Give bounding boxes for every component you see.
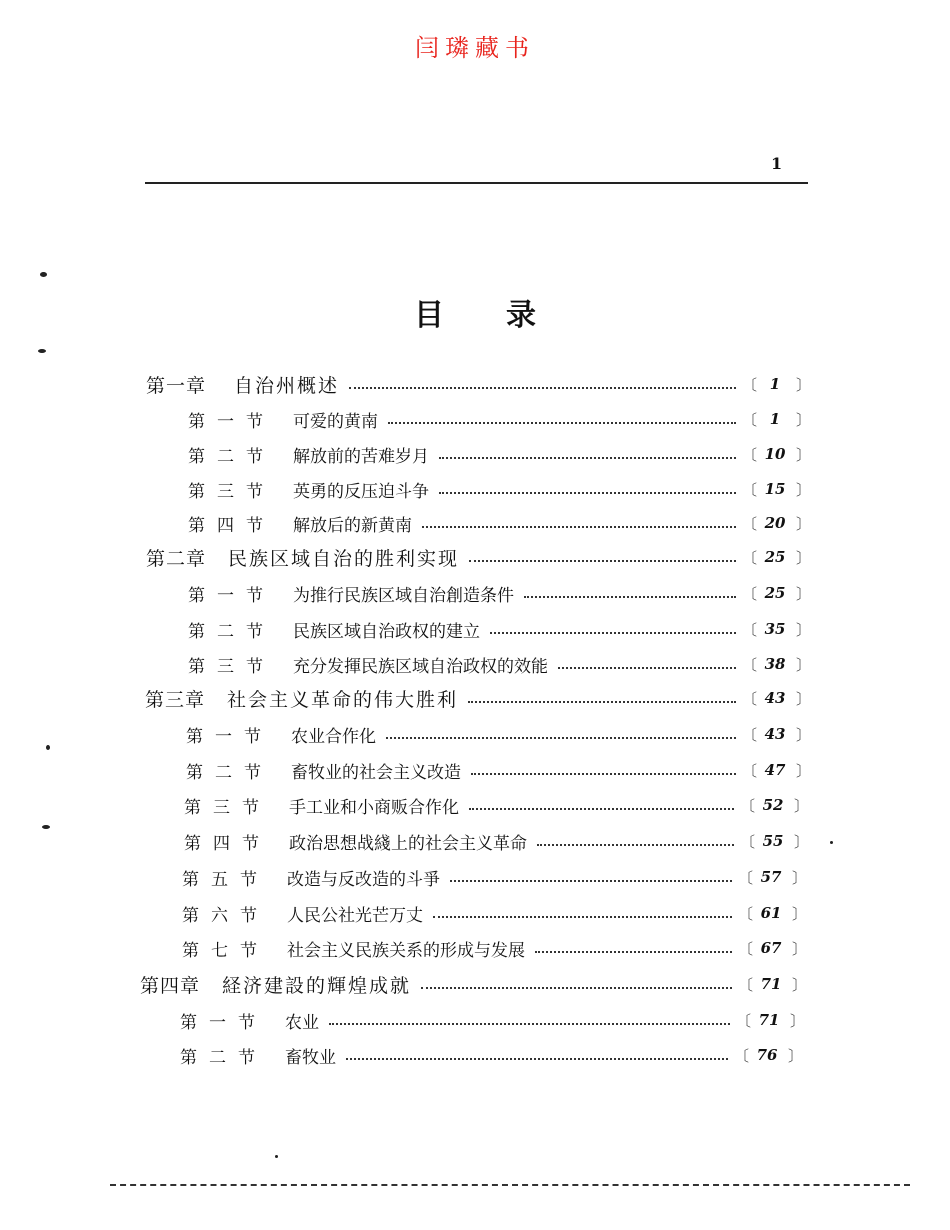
toc-entry[interactable]: 第四章 経济建設的輝煌成就 〔 71 〕 bbox=[140, 969, 804, 999]
entry-label: 第一节 bbox=[188, 411, 275, 432]
toc-entry[interactable]: 第二章 民族区域自治的胜利实现 〔 25 〕 bbox=[146, 542, 808, 572]
entry-title: 経济建設的輝煌成就 bbox=[222, 974, 412, 997]
toc-entry[interactable]: 第二节 畜牧业的社会主义改造 〔 47 〕 bbox=[186, 755, 808, 785]
scan-speck bbox=[275, 1155, 278, 1158]
toc-entry[interactable]: 第一节 可爱的黄南 〔 1 〕 bbox=[188, 404, 808, 434]
dot-leader bbox=[468, 701, 736, 703]
header-rule bbox=[145, 182, 808, 184]
entry-page: 15 bbox=[764, 480, 786, 498]
entry-label: 第五节 bbox=[182, 869, 269, 890]
entry-title: 社会主义民族关系的形成与发展 bbox=[287, 940, 525, 961]
scan-speck bbox=[46, 745, 50, 750]
entry-label: 第二章 bbox=[146, 547, 207, 570]
entry-title: 解放前的苦难岁月 bbox=[293, 446, 429, 467]
dot-leader bbox=[524, 596, 736, 598]
toc-entry[interactable]: 第四节 解放后的新黄南 〔 20 〕 bbox=[188, 508, 808, 538]
page-number: 1 bbox=[771, 154, 783, 173]
toc-title: 目录 bbox=[414, 298, 598, 333]
dot-leader bbox=[535, 951, 732, 953]
entry-title: 社会主义革命的伟大胜利 bbox=[227, 688, 459, 711]
footer-rule bbox=[110, 1184, 910, 1186]
entry-title: 手工业和小商贩合作化 bbox=[289, 797, 459, 818]
toc-entry[interactable]: 第一节 农业合作化 〔 43 〕 bbox=[186, 719, 808, 749]
entry-label: 第三节 bbox=[188, 656, 275, 677]
entry-page: 67 bbox=[760, 939, 782, 957]
entry-page: 25 bbox=[764, 584, 786, 602]
entry-title: 民族区域自治的胜利实现 bbox=[228, 547, 460, 570]
entry-label: 第三节 bbox=[184, 797, 271, 818]
dot-leader bbox=[329, 1023, 730, 1025]
toc-entry[interactable]: 第四节 政治思想战綫上的社会主义革命 〔 55 〕 bbox=[184, 826, 806, 856]
toc-entry[interactable]: 第二节 民族区域自治政权的建立 〔 35 〕 bbox=[188, 614, 808, 644]
entry-page: 55 bbox=[762, 832, 784, 850]
entry-title: 英勇的反压迫斗争 bbox=[293, 481, 429, 502]
entry-page: 57 bbox=[760, 868, 782, 886]
dot-leader bbox=[433, 916, 732, 918]
entry-label: 第六节 bbox=[182, 905, 269, 926]
entry-label: 第二节 bbox=[186, 762, 273, 783]
scan-speck bbox=[38, 349, 46, 353]
entry-page: 10 bbox=[764, 445, 786, 463]
entry-label: 第四节 bbox=[188, 515, 275, 536]
entry-page: 1 bbox=[769, 375, 781, 393]
entry-label: 第三节 bbox=[188, 481, 275, 502]
dot-leader bbox=[558, 667, 736, 669]
dot-leader bbox=[537, 844, 734, 846]
entry-page: 61 bbox=[760, 904, 782, 922]
entry-page: 71 bbox=[758, 1011, 780, 1029]
entry-title: 政治思想战綫上的社会主义革命 bbox=[289, 833, 527, 854]
scan-speck bbox=[42, 825, 50, 829]
entry-title: 畜牧业 bbox=[285, 1047, 336, 1068]
toc-entry[interactable]: 第三节 英勇的反压迫斗争 〔 15 〕 bbox=[188, 474, 808, 504]
entry-label: 第二节 bbox=[180, 1047, 267, 1068]
toc-entry[interactable]: 第三章 社会主义革命的伟大胜利 〔 43 〕 bbox=[145, 683, 808, 713]
entry-page: 25 bbox=[764, 548, 786, 566]
entry-page: 1 bbox=[769, 410, 781, 428]
dot-leader bbox=[349, 387, 736, 389]
collector-stamp: 闫璘藏书 bbox=[415, 34, 535, 62]
scan-speck bbox=[830, 841, 833, 844]
entry-title: 农业合作化 bbox=[291, 726, 376, 747]
entry-label: 第一节 bbox=[180, 1012, 267, 1033]
entry-page: 43 bbox=[764, 689, 786, 707]
entry-label: 第一节 bbox=[186, 726, 273, 747]
dot-leader bbox=[421, 987, 732, 989]
dot-leader bbox=[490, 632, 736, 634]
toc-entry[interactable]: 第一章 自治州概述 〔 1 〕 bbox=[146, 369, 808, 399]
dot-leader bbox=[471, 773, 736, 775]
scan-speck bbox=[40, 272, 47, 277]
dot-leader bbox=[346, 1058, 728, 1060]
toc-entry[interactable]: 第五节 改造与反改造的斗爭 〔 57 〕 bbox=[182, 862, 804, 892]
dot-leader bbox=[439, 492, 736, 494]
entry-label: 第四章 bbox=[140, 974, 201, 997]
entry-title: 自治州概述 bbox=[234, 374, 340, 397]
entry-title: 农业 bbox=[285, 1012, 319, 1033]
entry-label: 第四节 bbox=[184, 833, 271, 854]
dot-leader bbox=[469, 560, 736, 562]
toc-entry[interactable]: 第二节 畜牧业 〔 76 〕 bbox=[180, 1040, 800, 1070]
entry-label: 第二节 bbox=[188, 621, 275, 642]
entry-title: 民族区域自治政权的建立 bbox=[293, 621, 480, 642]
dot-leader bbox=[422, 526, 736, 528]
toc-entry[interactable]: 第六节 人民公社光芒万丈 〔 61 〕 bbox=[182, 898, 804, 928]
entry-label: 第三章 bbox=[145, 688, 206, 711]
toc-entry[interactable]: 第三节 手工业和小商贩合作化 〔 52 〕 bbox=[184, 790, 806, 820]
toc-entry[interactable]: 第二节 解放前的苦难岁月 〔 10 〕 bbox=[188, 439, 808, 469]
entry-label: 第一节 bbox=[188, 585, 275, 606]
entry-page: 38 bbox=[764, 655, 786, 673]
entry-page: 71 bbox=[760, 975, 782, 993]
dot-leader bbox=[469, 808, 734, 810]
dot-leader bbox=[388, 422, 736, 424]
entry-page: 20 bbox=[764, 514, 786, 532]
entry-title: 人民公社光芒万丈 bbox=[287, 905, 423, 926]
entry-title: 改造与反改造的斗爭 bbox=[287, 869, 440, 890]
entry-title: 充分发揮民族区域自治政权的效能 bbox=[293, 656, 548, 677]
dot-leader bbox=[386, 737, 736, 739]
entry-title: 为推行民族区域自治創造条件 bbox=[293, 585, 514, 606]
entry-page: 76 bbox=[756, 1046, 778, 1064]
entry-title: 解放后的新黄南 bbox=[293, 515, 412, 536]
toc-entry[interactable]: 第三节 充分发揮民族区域自治政权的效能 〔 38 〕 bbox=[188, 649, 808, 679]
dot-leader bbox=[450, 880, 732, 882]
toc-entry[interactable]: 第七节 社会主义民族关系的形成与发展 〔 67 〕 bbox=[182, 933, 804, 963]
entry-title: 畜牧业的社会主义改造 bbox=[291, 762, 461, 783]
entry-page: 35 bbox=[764, 620, 786, 638]
entry-label: 第二节 bbox=[188, 446, 275, 467]
toc-entry[interactable]: 第一节 为推行民族区域自治創造条件 〔 25 〕 bbox=[188, 578, 808, 608]
entry-label: 第一章 bbox=[146, 374, 207, 397]
toc-entry[interactable]: 第一节 农业 〔 71 〕 bbox=[180, 1005, 802, 1035]
entry-page: 52 bbox=[762, 796, 784, 814]
entry-page: 43 bbox=[764, 725, 786, 743]
dot-leader bbox=[439, 457, 736, 459]
entry-page: 47 bbox=[764, 761, 786, 779]
entry-title: 可爱的黄南 bbox=[293, 411, 378, 432]
entry-label: 第七节 bbox=[182, 940, 269, 961]
